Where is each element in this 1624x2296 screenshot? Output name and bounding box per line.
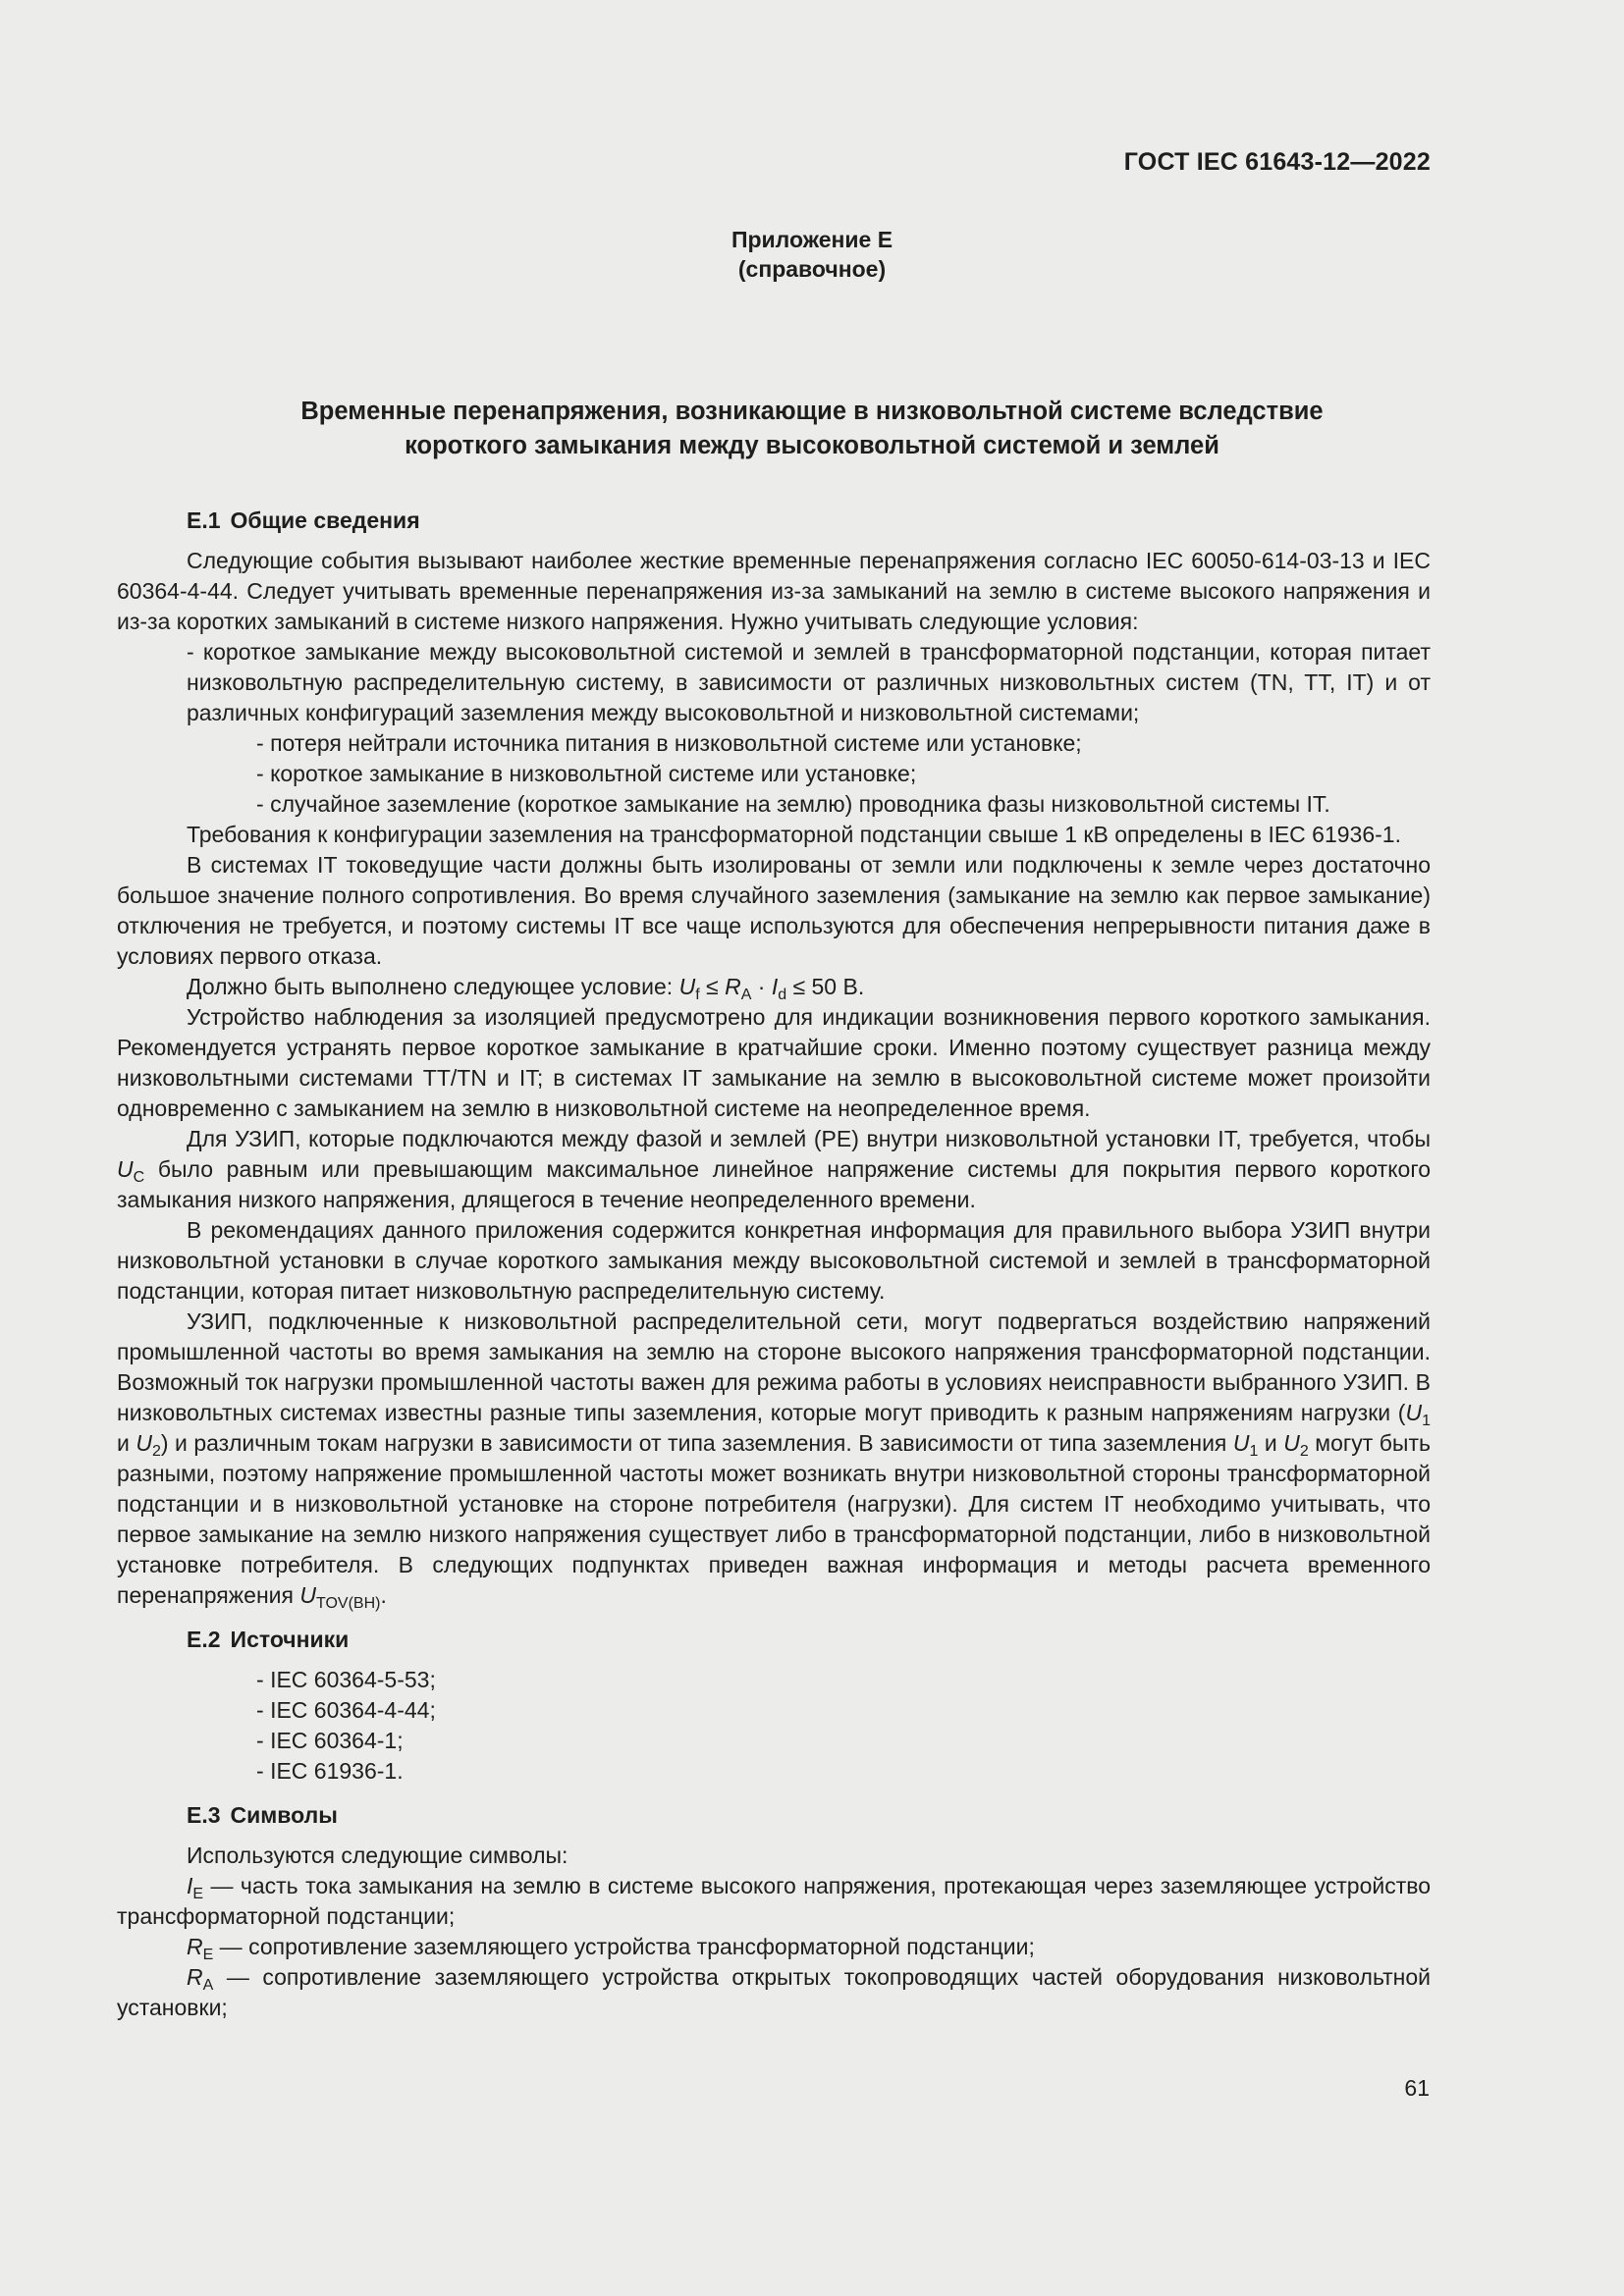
symbol: R [725,974,741,999]
symbol: U [1405,1400,1423,1425]
section-number: Е.2 [187,1627,221,1652]
annex-type: (справочное) [737,256,887,282]
symbol-definition: $I_E$ — часть тока замыкания на землю в системе высокого напряжения, протекающая через заземляющее устройство трансформаторной подстанции; [117,1873,1431,1929]
paragraph: Используются следующие символы: [187,1842,568,1868]
paragraph: Следующие события вызывают наиболее жесткие временные перенапряжения согласно IEC 60050-614-03-13 и IEC 60364-4-44. Следует учитывать временные перенапряжения из-за замыканий на землю в системе высокого напряжения и из-за коротких замыканий в системе низкого напряжения. Нужно учитывать следующие условия: [117,548,1431,634]
section-number: Е.3 [187,1802,221,1828]
annex-title-line-1: Временные перенапряжения, возникающие в низковольтной системе вследствие [300,398,1324,425]
paragraph: В рекомендациях данного приложения содержится конкретная информация для правильного выбора УЗИП внутри низковольтной установки в случае короткого замыкания между высоковольтной системой и землей в трансформаторной подстанции, которая питает низковольтную распределительную систему. [117,1217,1431,1304]
list-item-text: короткое замыкание в низковольтной системе или установке; [270,761,917,786]
symbol: U [1232,1430,1250,1456]
paragraph: В системах IT токоведущие части должны быть изолированы от земли или подключены к земле через достаточно большое значение полного сопротивления. Во время случайного заземления (замыкание на землю как первое замыкание) отключения не требуется, и поэтому системы IT все чаще используются для обеспечения непрерывности питания даже в условиях первого отказа. [117,852,1431,969]
section-heading-e3 [117,1800,1431,1831]
symbol: U [678,974,696,999]
reference-item: - IEC 61936-1. [256,1758,404,1784]
reference-item: - IEC 60364-1; [256,1728,404,1753]
annex-body [117,506,1431,2023]
list-item-text: потеря нейтрали источника питания в низковольтной системе или установке; [270,730,1082,756]
section-title: Символы [230,1802,338,1828]
annex-title [147,395,1477,463]
list-item-text: короткое замыкание между высоковольтной системой и землей в трансформаторной подстанции, которая питает низковольтную распределительную систему, в зависимости от различных низковольтных систем (TN, TT, IT) и от различных конфигураций заземления между высоковольтной и низковольтной системами; [187,639,1431,725]
paragraph: УЗИП, подключенные к низковольтной распределительной сети, могут подвергаться воздействию напряжений промышленной частоты во время замыкания на землю на стороне высокого напряжения трансформаторной подстанции. Возможный ток нагрузки промышленной частоты важен для режима работы в условиях неисправности выбранного УЗИП. В низковольтных системах известны разные типы заземления, которые могут приводить к разным напряжениям нагрузки ($U_1$ и $U_2$) и различным токам нагрузки в зависимости от типа заземления. В зависимости от типа заземления $U_1$ и $U_2$ могут быть разными, поэтому напряжение промышленной частоты может возникать внутри низковольтной стороны трансформаторной подстанции и в низковольтной установке на стороне потребителя (нагрузки). Для систем IT необходимо учитывать, что первое замыкание на землю низкого напряжения существует либо в трансформаторной подстанции, либо в низковольтной установке потребителя. В следующих подпунктах приведен важная информация и методы расчета временного перенапряжения $U_{TOV(BH)}$. [117,1308,1431,1612]
list-item: - случайное заземление (короткое замыкание на землю) проводника фазы низковольтной системы IT. [256,791,1330,817]
section-title: Общие сведения [230,507,420,533]
paragraph: Для УЗИП, которые подключаются между фазой и землей (PE) внутри низковольтной установки IT, требуется, чтобы $U_C$ было равным или превышающим максимальное линейное напряжение системы для покрытия первого короткого замыкания низкого напряжения, длящегося в течение неопределенного времени. [117,1126,1431,1212]
section-heading-e2 [117,1625,1431,1655]
section-number: Е.1 [187,507,221,533]
symbol-definition: $R_E$ — сопротивление заземляющего устройства трансформаторной подстанции; [187,1934,1035,1963]
section-heading-e1 [117,506,1431,536]
list-item: - потеря нейтрали источника питания в низковольтной системе или установке; [256,730,1082,756]
list-item: - короткое замыкание в низковольтной системе или установке; [256,761,917,786]
condition-paragraph: Должно быть выполнено следующее условие: $U_f \le R_A \cdot I_d \le 50$ В. [187,974,865,1003]
document-code: ГОСТ IEC 61643-12—2022 [1123,148,1431,176]
symbol: U [299,1582,316,1608]
paragraph: Устройство наблюдения за изоляцией предусмотрено для индикации возникновения первого короткого замыкания. Рекомендуется устранять первое короткое замыкание в кратчайшие сроки. Именно поэтому существует разница между низковольтными системами TT/TN и IT; в системах IT замыкание на землю в высоковольтной системе может произойти одновременно с замыканием на землю в низковольтной системе на неопределенное время. [117,1004,1431,1121]
section-title: Источники [230,1627,350,1652]
symbol-definition: $R_A$ — сопротивление заземляющего устройства открытых токопроводящих частей оборудования низковольтной установки; [117,1964,1431,2020]
reference-item: - IEC 60364-4-44; [256,1697,436,1723]
page-number: 61 [1404,2075,1430,2101]
symbol: U [1283,1430,1300,1456]
symbol: R [187,1964,203,1990]
symbol: U [117,1156,134,1182]
annex-title-line-2: короткого замыкания между высоковольтной системой и землей [405,432,1219,459]
symbol: U [135,1430,152,1456]
list-item: - короткое замыкание между высоковольтной системой и землей в трансформаторной подстанции, которая питает низковольтную распределительную систему, в зависимости от различных низковольтных систем (TN, TT, IT) и от различных конфигураций заземления между высоковольтной и низковольтной системами; [187,639,1431,725]
annex-label: Приложение Е [731,227,893,252]
symbol: I [187,1873,193,1898]
symbol: R [187,1934,203,1959]
list-item-text: случайное заземление (короткое замыкание на землю) проводника фазы низковольтной системы IT. [270,791,1330,817]
paragraph: Требования к конфигурации заземления на трансформаторной подстанции свыше 1 кВ определены в IEC 61936-1. [187,822,1401,847]
reference-item: - IEC 60364-5-53; [256,1667,436,1692]
symbol: I [771,974,779,999]
annex-heading [0,225,1624,284]
